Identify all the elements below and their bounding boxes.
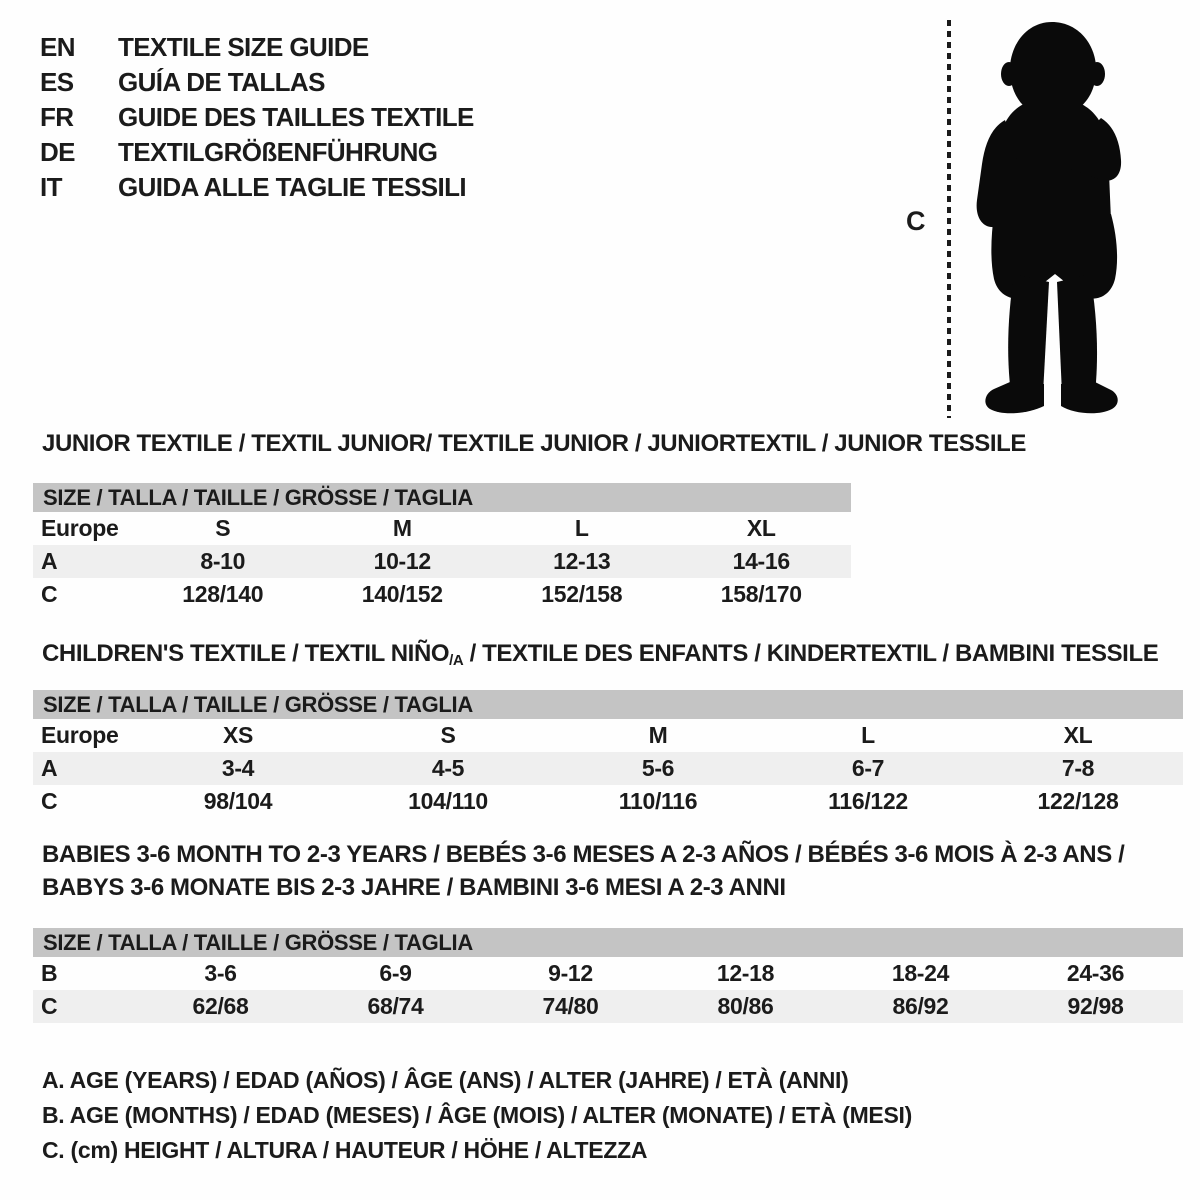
- size-cell: XS: [222, 722, 254, 748]
- height-cell: 158/170: [720, 581, 802, 607]
- height-cell: 74/80: [542, 993, 599, 1019]
- age-cell: 5-6: [641, 755, 675, 781]
- row-label: C: [41, 993, 58, 1019]
- children-title-subscript: /A: [449, 652, 464, 669]
- legend-line-a: A. AGE (YEARS) / EDAD (AÑOS) / ÂGE (ANS) / ALTER (JAHRE) / ETÀ (ANNI): [42, 1067, 849, 1093]
- height-measure-label: C: [906, 206, 926, 236]
- children-size-table: [33, 690, 1183, 818]
- height-cell: 128/140: [182, 581, 264, 607]
- legend-block: [42, 1063, 912, 1168]
- age-cell: 6-9: [379, 960, 412, 986]
- language-title: GUIDA ALLE TAGLIE TESSILI: [118, 172, 467, 202]
- babies-size-table: [33, 928, 1183, 1023]
- age-cell: 4-5: [431, 755, 465, 781]
- children-height-row: [33, 785, 1183, 818]
- age-cell: 9-12: [548, 960, 593, 986]
- age-cell: 12-13: [553, 548, 611, 574]
- language-title: GUÍA DE TALLAS: [118, 67, 325, 97]
- height-cell: 68/74: [367, 993, 424, 1019]
- language-title: TEXTILE SIZE GUIDE: [118, 32, 369, 62]
- height-cell: 140/152: [361, 581, 443, 607]
- age-cell: 3-6: [204, 960, 237, 986]
- children-size-header-bar: SIZE / TALLA / TAILLE / GRÖSSE / TAGLIA: [33, 690, 1183, 719]
- age-cell: 3-4: [221, 755, 255, 781]
- row-label: A: [41, 548, 58, 574]
- height-measure-dashed-line: [947, 20, 951, 418]
- toddler-silhouette-icon: [960, 12, 1144, 426]
- height-cell: 104/110: [408, 788, 488, 814]
- height-cell: 152/158: [541, 581, 623, 607]
- age-cell: 24-36: [1066, 960, 1125, 986]
- language-row: [40, 65, 474, 100]
- age-cell: 6-7: [851, 755, 885, 781]
- legend-line-c: C. (cm) HEIGHT / ALTURA / HAUTEUR / HÖHE / ALTEZZA: [42, 1137, 648, 1163]
- language-code: DE: [40, 137, 75, 167]
- babies-title-line2: BABYS 3-6 MONATE BIS 2-3 JAHRE / BAMBINI 3-6 MESI A 2-3 ANNI: [42, 874, 786, 901]
- age-cell: 10-12: [373, 548, 431, 574]
- row-label: A: [41, 755, 58, 781]
- size-cell: M: [648, 722, 668, 748]
- age-cell: 14-16: [732, 548, 790, 574]
- size-cell: XL: [1063, 722, 1093, 748]
- row-label: B: [41, 960, 58, 986]
- babies-section-title: [42, 838, 1124, 904]
- size-cell: S: [215, 515, 231, 541]
- size-cell: S: [440, 722, 456, 748]
- children-title-text: / TEXTILE DES ENFANTS / KINDERTEXTIL / BAMBINI TESSILE: [463, 640, 1159, 667]
- size-cell: L: [861, 722, 875, 748]
- row-label: C: [41, 581, 58, 607]
- size-cell: M: [392, 515, 412, 541]
- height-cell: 98/104: [203, 788, 273, 814]
- children-section-title: [42, 640, 1158, 669]
- height-cell: 116/122: [828, 788, 908, 814]
- size-cell: XL: [746, 515, 776, 541]
- language-title: TEXTILGRÖßENFÜHRUNG: [118, 137, 438, 167]
- row-label: C: [41, 788, 58, 814]
- height-cell: 80/86: [717, 993, 774, 1019]
- age-cell: 8-10: [200, 548, 246, 574]
- language-title: GUIDE DES TAILLES TEXTILE: [118, 102, 474, 132]
- language-row: [40, 135, 474, 170]
- children-europe-row: [33, 719, 1183, 752]
- language-code: FR: [40, 102, 74, 132]
- language-title-block: [40, 30, 474, 205]
- height-cell: 86/92: [892, 993, 949, 1019]
- height-cell: 62/68: [192, 993, 249, 1019]
- size-cell: L: [574, 515, 589, 541]
- junior-europe-row: [33, 512, 851, 545]
- language-row: [40, 170, 474, 205]
- children-age-row: [33, 752, 1183, 785]
- language-row: [40, 100, 474, 135]
- age-cell: 18-24: [891, 960, 950, 986]
- row-label: Europe: [41, 722, 119, 748]
- junior-size-table: [33, 483, 851, 611]
- legend-line-b: B. AGE (MONTHS) / EDAD (MESES) / ÂGE (MOIS) / ALTER (MONATE) / ETÀ (MESI): [42, 1102, 912, 1128]
- junior-section-title: JUNIOR TEXTILE / TEXTIL JUNIOR/ TEXTILE JUNIOR / JUNIORTEXTIL / JUNIOR TESSILE: [42, 430, 1027, 457]
- language-code: EN: [40, 32, 75, 62]
- height-cell: 110/116: [618, 788, 698, 814]
- language-row: [40, 30, 474, 65]
- babies-height-row: [33, 990, 1183, 1023]
- junior-size-header-bar: SIZE / TALLA / TAILLE / GRÖSSE / TAGLIA: [33, 483, 851, 512]
- language-code: IT: [40, 172, 62, 202]
- age-cell: 7-8: [1061, 755, 1095, 781]
- babies-months-row: [33, 957, 1183, 990]
- height-cell: 92/98: [1067, 993, 1124, 1019]
- height-cell: 122/128: [1037, 788, 1119, 814]
- children-title-text: CHILDREN'S TEXTILE / TEXTIL NIÑO: [42, 640, 450, 667]
- row-label: Europe: [41, 515, 119, 541]
- junior-height-row: [33, 578, 851, 611]
- babies-title-line1: BABIES 3-6 MONTH TO 2-3 YEARS / BEBÉS 3-6 MESES A 2-3 AÑOS / BÉBÉS 3-6 MOIS À 2-3 ANS /: [42, 841, 1125, 868]
- babies-size-header-bar: SIZE / TALLA / TAILLE / GRÖSSE / TAGLIA: [33, 928, 1183, 957]
- language-code: ES: [40, 67, 74, 97]
- junior-age-row: [33, 545, 851, 578]
- age-cell: 12-18: [716, 960, 775, 986]
